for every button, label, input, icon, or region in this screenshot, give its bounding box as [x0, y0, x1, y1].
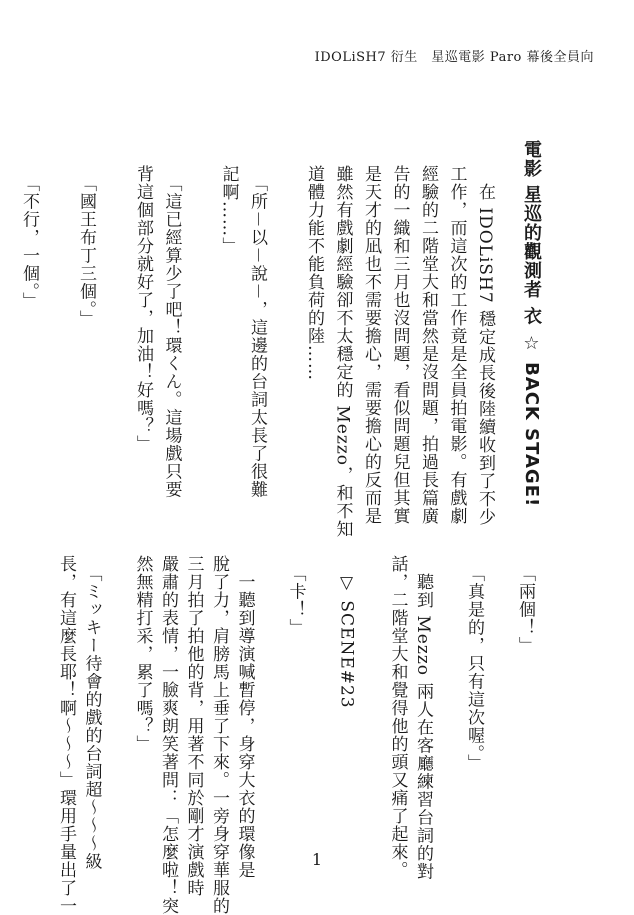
- lower-line: 長，有這麼長耶！啊～～～」環用手量出了一: [56, 555, 76, 915]
- upper-line: 工作，而這次的工作竟是全員拍電影。有戲劇: [446, 165, 467, 525]
- lower-line: 一聽到導演喊暫停，身穿大衣的環像是: [234, 555, 255, 879]
- chapter-title: 電影 星巡的觀測者 ⾐ ☆ BACK STAGE!: [521, 140, 542, 508]
- upper-line: 經驗的二階堂大和當然是沒問題，拍過長篇廣: [418, 165, 438, 525]
- upper-line: 「這已經算少了吧！環くん。這場戲只要: [161, 165, 182, 499]
- lower-line: 「卡！」: [285, 555, 306, 637]
- running-header: IDOLiSH7 衍生 星巡電影 Paro 幕後全員向: [314, 50, 594, 65]
- lower-line: 然無精打采，累了嗎？」: [132, 555, 153, 753]
- upper-line: 「所－以－說－，這邊的台詞太長了很難: [247, 165, 267, 499]
- upper-line: 告的一織和三月也沒問題，看似問題兒但其實: [389, 165, 410, 525]
- upper-line: 在 IDOLiSH7 穩定成長後陸續收到了不少: [475, 165, 495, 527]
- upper-line: 雖然有戲劇經驗卻不太穩定的 Mezzo，和不知: [332, 165, 353, 539]
- upper-line: 道體力能不能負荷的陸……: [304, 165, 324, 381]
- upper-line: 記啊……」: [218, 165, 239, 255]
- upper-line: 是天才的凪也不需要擔心，需要擔心的反而是: [361, 165, 381, 525]
- lower-line: ▽ SCENE#23: [336, 555, 357, 709]
- lower-line: 話，二階堂大和覺得他的頭又痛了起來。: [387, 555, 408, 879]
- lower-line: 「兩個！」: [515, 555, 535, 655]
- upper-line: 「不行，一個。」: [19, 165, 39, 310]
- lower-line: 「真是的，只有這次喔。」: [464, 555, 484, 772]
- page-number: 1: [311, 850, 323, 869]
- lower-line: 聽到 Mezzo 兩人在客廳練習台詞的對: [413, 555, 433, 881]
- upper-line: 背這個部分就好了，加油！好嗎？」: [133, 165, 153, 453]
- lower-line: 「ミッキー待會的戲的台詞超～～～級: [81, 555, 102, 871]
- lower-line: 脫了力，肩膀馬上垂了下來。一旁身穿華服的: [209, 555, 229, 915]
- lower-line: 嚴肅的表情，一臉爽朗笑著問：「怎麼啦！突: [158, 555, 178, 915]
- lower-line: 三月拍了拍他的背，用著不同於剛才演戲時: [183, 555, 204, 897]
- upper-line: 「國王布丁三個。」: [76, 165, 96, 328]
